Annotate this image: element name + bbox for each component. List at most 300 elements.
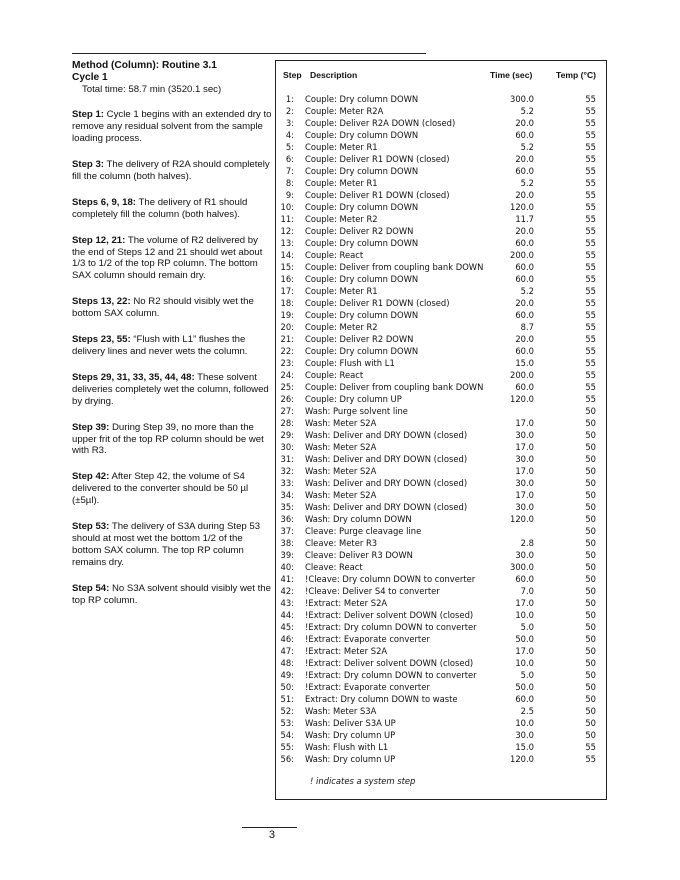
step-description: Couple: Meter R1 [305, 286, 378, 296]
step-number: 3: [285, 118, 294, 128]
step-time: 20.0 [515, 154, 534, 164]
step-temp: 55 [585, 286, 596, 296]
step-number: 23: [280, 358, 294, 368]
header-temp: Temp (°C) [556, 70, 597, 80]
step-time: 2.8 [520, 538, 534, 548]
step-temp: 55 [585, 394, 596, 404]
step-time: 5.2 [520, 106, 534, 116]
step-number: 37: [280, 526, 294, 536]
step-number: 36: [280, 514, 294, 524]
table-body [276, 93, 606, 765]
step-time: 17.0 [515, 598, 534, 608]
step-notes [72, 109, 272, 606]
step-number: 44: [280, 610, 294, 620]
step-temp: 55 [585, 202, 596, 212]
step-table [275, 60, 607, 800]
step-number: 35: [280, 502, 294, 512]
table-row [276, 657, 606, 669]
step-temp: 55 [585, 94, 596, 104]
step-temp: 50 [585, 730, 596, 740]
step-temp: 55 [585, 142, 596, 152]
step-temp: 50 [585, 490, 596, 500]
table-row [276, 465, 606, 477]
table-row [276, 429, 606, 441]
step-temp: 55 [585, 334, 596, 344]
step-temp: 55 [585, 370, 596, 380]
step-temp: 55 [585, 310, 596, 320]
step-note [72, 521, 272, 569]
table-row [276, 141, 606, 153]
table-row [276, 717, 606, 729]
step-temp: 55 [585, 358, 596, 368]
step-time: 30.0 [515, 730, 534, 740]
step-note [72, 471, 272, 507]
system-step-footnote: ! indicates a system step [310, 776, 416, 786]
step-time: 50.0 [515, 634, 534, 644]
step-temp: 50 [585, 670, 596, 680]
step-time: 20.0 [515, 190, 534, 200]
step-description: Couple: Deliver R1 DOWN (closed) [305, 190, 450, 200]
step-time: 11.7 [515, 214, 534, 224]
total-time: Total time: 58.7 min (3520.1 sec) [82, 84, 222, 96]
step-temp: 55 [585, 346, 596, 356]
table-row [276, 189, 606, 201]
step-temp: 55 [585, 178, 596, 188]
step-time: 30.0 [515, 478, 534, 488]
step-temp: 50 [585, 658, 596, 668]
step-temp: 55 [585, 298, 596, 308]
step-number: 6: [285, 154, 294, 164]
table-row [276, 333, 606, 345]
step-temp: 55 [585, 106, 596, 116]
step-temp: 55 [585, 262, 596, 272]
step-number: 13: [280, 238, 294, 248]
step-time: 5.2 [520, 142, 534, 152]
step-number: 14: [280, 250, 294, 260]
step-temp: 50 [585, 478, 596, 488]
step-description: !Cleave: Dry column DOWN to converter [305, 574, 476, 584]
step-time: 15.0 [515, 742, 534, 752]
step-time: 20.0 [515, 298, 534, 308]
step-time: 17.0 [515, 466, 534, 476]
step-temp: 50 [585, 694, 596, 704]
step-number: 15: [280, 262, 294, 272]
step-number: 45: [280, 622, 294, 632]
step-note-text: “Flush with L1” flushes the delivery lines and never wets the column. [72, 334, 248, 357]
step-temp: 50 [585, 574, 596, 584]
table-row [276, 165, 606, 177]
step-note-label: Steps 29, 31, 33, 35, 44, 48: [72, 371, 195, 383]
step-description: Cleave: Deliver R3 DOWN [305, 550, 413, 560]
step-number: 9: [285, 190, 294, 200]
step-description: Couple: Deliver from coupling bank DOWN [305, 382, 484, 392]
step-temp: 50 [585, 550, 596, 560]
step-description: Wash: Purge solvent line [305, 406, 408, 416]
table-row [276, 537, 606, 549]
table-row [276, 645, 606, 657]
step-description: !Extract: Dry column DOWN to converter [305, 670, 477, 680]
step-description: Wash: Deliver and DRY DOWN (closed) [305, 454, 468, 464]
step-description: Couple: Dry column DOWN [305, 94, 419, 104]
step-time: 5.0 [520, 670, 534, 680]
step-description: !Cleave: Deliver S4 to converter [305, 586, 440, 596]
table-row [276, 237, 606, 249]
step-time: 5.2 [520, 286, 534, 296]
table-row [276, 597, 606, 609]
step-note [72, 334, 272, 358]
step-number: 19: [280, 310, 294, 320]
table-row [276, 753, 606, 765]
step-note-text: The volume of R2 delivered by the end of Steps 12 and 21 should wet about 1/3 to 1/2 of the top RP column. The bottom SAX column should remain dry. [72, 234, 263, 282]
step-number: 30: [280, 442, 294, 452]
step-number: 38: [280, 538, 294, 548]
step-temp: 50 [585, 598, 596, 608]
step-note-label: Step 3: [72, 159, 104, 171]
step-number: 21: [280, 334, 294, 344]
step-temp: 50 [585, 406, 596, 416]
step-description: Wash: Meter S2A [305, 418, 377, 428]
step-description: Couple: Deliver R2 DOWN [305, 226, 414, 236]
table-row [276, 669, 606, 681]
step-temp: 55 [585, 154, 596, 164]
step-description: Couple: Meter R2 [305, 214, 378, 224]
step-temp: 50 [585, 610, 596, 620]
table-row [276, 621, 606, 633]
step-temp: 50 [585, 466, 596, 476]
table-row [276, 381, 606, 393]
step-number: 24: [280, 370, 294, 380]
table-row [276, 93, 606, 105]
step-description: !Extract: Deliver solvent DOWN (closed) [305, 658, 474, 668]
table-row [276, 477, 606, 489]
step-note-text: These solvent deliveries completely wet the column, followed by drying. [72, 371, 269, 407]
step-note [72, 159, 272, 183]
table-row [276, 321, 606, 333]
step-number: 54: [280, 730, 294, 740]
step-note-text: The delivery of R1 should completely fill the column (both halves). [72, 196, 248, 220]
step-number: 4: [285, 130, 294, 140]
step-note-text: No R2 should visibly wet the bottom SAX column. [72, 296, 254, 320]
step-number: 18: [280, 298, 294, 308]
step-note-text: No S3A solvent should visibly wet the top RP column. [72, 582, 271, 606]
step-time: 15.0 [515, 358, 534, 368]
table-row [276, 345, 606, 357]
step-note-text: Cycle 1 begins with an extended dry to remove any residual solvent from the sample loading process. [72, 109, 272, 145]
step-number: 7: [285, 166, 294, 176]
table-row [276, 489, 606, 501]
step-description: !Extract: Meter S2A [305, 646, 388, 656]
table-row [276, 201, 606, 213]
step-temp: 50 [585, 706, 596, 716]
step-time: 10.0 [515, 610, 534, 620]
step-number: 40: [280, 562, 294, 572]
step-note [72, 372, 272, 408]
table-row [276, 213, 606, 225]
table-row [276, 405, 606, 417]
table-row [276, 177, 606, 189]
table-row [276, 285, 606, 297]
step-time: 30.0 [515, 550, 534, 560]
step-description: Couple: Dry column DOWN [305, 130, 419, 140]
step-time: 17.0 [515, 418, 534, 428]
table-row [276, 357, 606, 369]
header-time: Time (sec) [490, 70, 533, 80]
step-time: 10.0 [515, 718, 534, 728]
step-number: 22: [280, 346, 294, 356]
step-temp: 50 [585, 634, 596, 644]
step-number: 34: [280, 490, 294, 500]
table-row [276, 549, 606, 561]
step-description: Cleave: Purge cleavage line [305, 526, 422, 536]
table-row [276, 453, 606, 465]
step-time: 60.0 [515, 694, 534, 704]
step-number: 2: [285, 106, 294, 116]
step-note-text: The delivery of S3A during Step 53 should at most wet the bottom 1/2 of the bottom SAX column. The top RP column remains dry. [72, 521, 261, 568]
step-note-label: Steps 23, 55: [72, 334, 131, 346]
step-temp: 50 [585, 514, 596, 524]
step-description: Couple: Flush with L1 [305, 358, 395, 368]
step-description: !Extract: Meter S2A [305, 598, 388, 608]
step-time: 7.0 [520, 586, 534, 596]
step-time: 17.0 [515, 442, 534, 452]
step-number: 27: [280, 406, 294, 416]
method-title: Method (Column): Routine 3.1 [72, 60, 217, 71]
table-row [276, 273, 606, 285]
step-number: 28: [280, 418, 294, 428]
step-time: 30.0 [515, 430, 534, 440]
step-description: Couple: Dry column DOWN [305, 346, 419, 356]
step-description: Wash: Meter S2A [305, 490, 377, 500]
table-row [276, 693, 606, 705]
step-number: 12: [280, 226, 294, 236]
step-temp: 50 [585, 442, 596, 452]
step-time: 5.2 [520, 178, 534, 188]
step-description: Couple: Meter R2 [305, 322, 378, 332]
step-time: 60.0 [515, 382, 534, 392]
step-note [72, 583, 272, 607]
step-note [72, 422, 272, 458]
step-temp: 55 [585, 250, 596, 260]
step-number: 11: [280, 214, 294, 224]
step-description: Couple: Dry column DOWN [305, 274, 419, 284]
step-number: 8: [285, 178, 294, 188]
step-temp: 55 [585, 226, 596, 236]
step-temp: 50 [585, 418, 596, 428]
table-row [276, 585, 606, 597]
step-time: 5.0 [520, 622, 534, 632]
step-time: 17.0 [515, 490, 534, 500]
table-row [276, 393, 606, 405]
step-description: Couple: Dry column UP [305, 394, 402, 404]
table-row [276, 225, 606, 237]
method-notes-column [72, 60, 272, 621]
header-rule [72, 53, 426, 54]
step-number: 46: [280, 634, 294, 644]
step-time: 300.0 [510, 94, 534, 104]
step-number: 17: [280, 286, 294, 296]
step-temp: 50 [585, 646, 596, 656]
step-time: 30.0 [515, 502, 534, 512]
table-row [276, 525, 606, 537]
step-description: Couple: React [305, 250, 364, 260]
table-row [276, 129, 606, 141]
step-number: 5: [285, 142, 294, 152]
step-description: !Extract: Evaporate converter [305, 634, 430, 644]
step-description: Wash: Meter S2A [305, 466, 377, 476]
step-description: Couple: Meter R1 [305, 178, 378, 188]
step-time: 2.5 [520, 706, 534, 716]
step-note-label: Step 53: [72, 521, 110, 533]
table-row [276, 417, 606, 429]
step-description: Couple: Dry column DOWN [305, 202, 419, 212]
step-temp: 55 [585, 130, 596, 140]
step-number: 49: [280, 670, 294, 680]
step-number: 33: [280, 478, 294, 488]
step-description: Couple: Dry column DOWN [305, 166, 419, 176]
table-row [276, 105, 606, 117]
step-description: Wash: Deliver and DRY DOWN (closed) [305, 502, 468, 512]
step-time: 20.0 [515, 334, 534, 344]
step-description: Couple: Deliver from coupling bank DOWN [305, 262, 484, 272]
step-temp: 50 [585, 502, 596, 512]
step-number: 41: [280, 574, 294, 584]
step-description: Wash: Dry column UP [305, 754, 396, 764]
step-time: 120.0 [510, 202, 534, 212]
footer-rule [242, 827, 297, 828]
step-temp: 55 [585, 322, 596, 332]
step-note-label: Steps 6, 9, 18: [72, 196, 136, 208]
step-temp: 55 [585, 214, 596, 224]
step-time: 60.0 [515, 274, 534, 284]
step-number: 31: [280, 454, 294, 464]
step-time: 20.0 [515, 226, 534, 236]
step-description: Wash: Dry column DOWN [305, 514, 412, 524]
step-temp: 55 [585, 742, 596, 752]
step-number: 47: [280, 646, 294, 656]
step-number: 32: [280, 466, 294, 476]
step-number: 48: [280, 658, 294, 668]
step-description: Wash: Deliver S3A UP [305, 718, 396, 728]
table-row [276, 513, 606, 525]
step-note-text: The delivery of R2A should completely fill the column (both halves). [72, 159, 270, 182]
step-time: 120.0 [510, 754, 534, 764]
step-time: 10.0 [515, 658, 534, 668]
table-row [276, 501, 606, 513]
table-row [276, 681, 606, 693]
step-number: 43: [280, 598, 294, 608]
step-time: 200.0 [510, 250, 534, 260]
step-note-label: Step 1: [72, 109, 104, 121]
step-number: 20: [280, 322, 294, 332]
step-time: 30.0 [515, 454, 534, 464]
step-time: 50.0 [515, 682, 534, 692]
step-number: 1: [285, 94, 294, 104]
step-description: Wash: Meter S2A [305, 442, 377, 452]
step-description: !Extract: Deliver solvent DOWN (closed) [305, 610, 474, 620]
step-description: Couple: Meter R1 [305, 142, 378, 152]
step-time: 60.0 [515, 346, 534, 356]
step-number: 42: [280, 586, 294, 596]
step-description: Couple: Dry column DOWN [305, 310, 419, 320]
step-note [72, 109, 272, 145]
step-temp: 50 [585, 622, 596, 632]
step-number: 26: [280, 394, 294, 404]
step-temp: 55 [585, 238, 596, 248]
step-note-label: Step 42: [72, 471, 110, 483]
step-note-label: Step 39: [72, 421, 110, 433]
step-description: Couple: Deliver R2A DOWN (closed) [305, 118, 456, 128]
step-description: Wash: Dry column UP [305, 730, 396, 740]
step-note-label: Step 54: [72, 582, 110, 594]
step-temp: 55 [585, 382, 596, 392]
step-time: 17.0 [515, 646, 534, 656]
step-number: 39: [280, 550, 294, 560]
table-row [276, 261, 606, 273]
step-number: 52: [280, 706, 294, 716]
step-description: Couple: Dry column DOWN [305, 238, 419, 248]
table-row [276, 153, 606, 165]
table-row [276, 609, 606, 621]
step-number: 55: [280, 742, 294, 752]
page-number: 3 [268, 829, 275, 841]
step-temp: 50 [585, 454, 596, 464]
step-temp: 50 [585, 586, 596, 596]
step-time: 60.0 [515, 238, 534, 248]
step-time: 60.0 [515, 166, 534, 176]
step-note-text: After Step 42, the volume of S4 delivered to the converter should be 50 µl (±5µl). [72, 471, 249, 507]
step-note [72, 197, 272, 221]
step-temp: 50 [585, 562, 596, 572]
step-temp: 55 [585, 754, 596, 764]
step-temp: 50 [585, 430, 596, 440]
step-note-label: Step 12, 21: [72, 234, 126, 246]
step-description: Wash: Deliver and DRY DOWN (closed) [305, 478, 468, 488]
step-note [72, 235, 272, 283]
step-time: 8.7 [520, 322, 534, 332]
step-temp: 55 [585, 274, 596, 284]
step-note-label: Steps 13, 22: [72, 296, 131, 308]
table-row [276, 297, 606, 309]
step-temp: 50 [585, 682, 596, 692]
table-row [276, 729, 606, 741]
step-number: 56: [280, 754, 294, 764]
step-description: Cleave: Meter R3 [305, 538, 378, 548]
step-description: !Extract: Dry column DOWN to converter [305, 622, 477, 632]
step-description: Couple: React [305, 370, 364, 380]
step-time: 200.0 [510, 370, 534, 380]
step-description: Couple: Deliver R1 DOWN (closed) [305, 298, 450, 308]
step-temp: 55 [585, 166, 596, 176]
step-time: 20.0 [515, 118, 534, 128]
table-row [276, 705, 606, 717]
step-temp: 55 [585, 190, 596, 200]
step-temp: 50 [585, 718, 596, 728]
header-description: Description [310, 70, 358, 80]
table-row [276, 117, 606, 129]
table-row [276, 561, 606, 573]
table-row [276, 309, 606, 321]
step-number: 16: [280, 274, 294, 284]
step-description: Wash: Meter S3A [305, 706, 377, 716]
table-row [276, 633, 606, 645]
step-time: 60.0 [515, 130, 534, 140]
step-time: 60.0 [515, 262, 534, 272]
table-row [276, 369, 606, 381]
step-note-text: During Step 39, no more than the upper frit of the top RP column should be wet with R3. [72, 421, 264, 457]
step-number: 25: [280, 382, 294, 392]
step-time: 120.0 [510, 514, 534, 524]
step-description: Wash: Deliver and DRY DOWN (closed) [305, 430, 468, 440]
